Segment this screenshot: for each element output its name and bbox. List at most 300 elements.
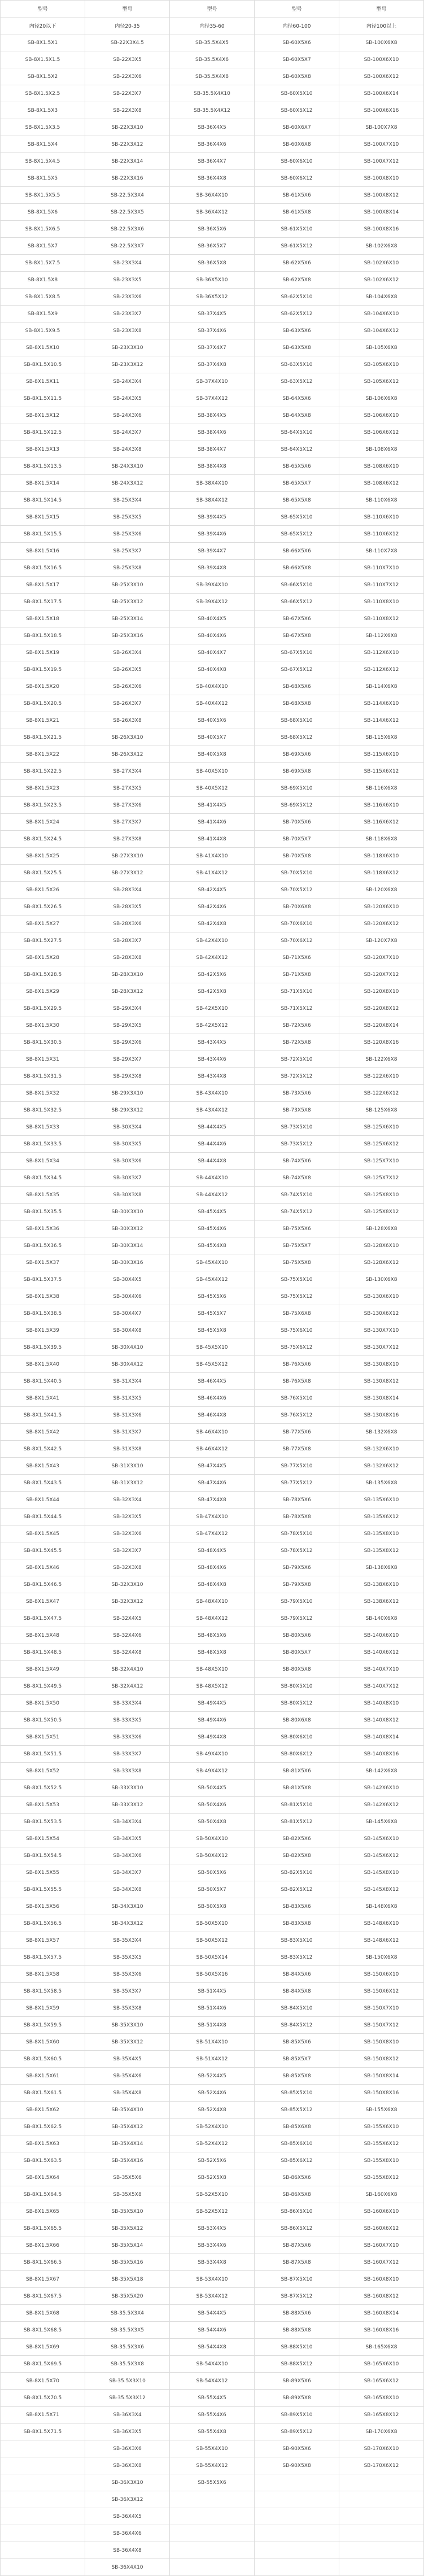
model-cell: SB-8X1.5X25.5 bbox=[1, 865, 85, 882]
table-row bbox=[1, 865, 424, 882]
table-row bbox=[1, 1830, 424, 1847]
table-row bbox=[1, 2102, 424, 2119]
model-cell: SB-8X1.5X57 bbox=[1, 1932, 85, 1949]
model-cell: SB-32X4X10 bbox=[85, 1661, 170, 1678]
model-cell: SB-85X6X12 bbox=[255, 2152, 339, 2169]
model-cell: SB-8X1.5X71.5 bbox=[1, 2424, 85, 2440]
model-cell: SB-8X1.5X19.5 bbox=[1, 661, 85, 678]
model-cell: SB-114X6X10 bbox=[339, 695, 424, 712]
model-cell: SB-33X3X5 bbox=[85, 1712, 170, 1729]
model-cell: SB-73X5X6 bbox=[255, 1085, 339, 1102]
model-cell: SB-63X5X12 bbox=[255, 373, 339, 390]
model-cell: SB-35X3X12 bbox=[85, 2034, 170, 2051]
model-cell: SB-71X5X12 bbox=[255, 1000, 339, 1017]
model-cell: SB-110X6X10 bbox=[339, 509, 424, 526]
model-cell: SB-35X5X14 bbox=[85, 2237, 170, 2254]
model-cell: SB-128X6X12 bbox=[339, 1254, 424, 1271]
model-cell: SB-8X1.5X31 bbox=[1, 1051, 85, 1068]
model-cell: SB-22X3X16 bbox=[85, 170, 170, 187]
table-row bbox=[1, 2271, 424, 2288]
model-cell: SB-86X5X12 bbox=[255, 2220, 339, 2237]
model-cell: SB-8X1.5X47.5 bbox=[1, 1610, 85, 1627]
model-cell: SB-74X5X6 bbox=[255, 1153, 339, 1170]
model-cell: SB-52X5X6 bbox=[170, 2152, 255, 2169]
model-cell: SB-67X5X8 bbox=[255, 627, 339, 644]
table-row bbox=[1, 661, 424, 678]
table-row bbox=[1, 1254, 424, 1271]
model-cell: SB-39X4X12 bbox=[170, 594, 255, 611]
table-row bbox=[1, 2356, 424, 2373]
model-cell: SB-140X7X12 bbox=[339, 1678, 424, 1695]
model-cell: SB-27X3X10 bbox=[85, 848, 170, 865]
model-cell: SB-8X1.5X40.5 bbox=[1, 1373, 85, 1390]
model-cell: SB-112X6X12 bbox=[339, 661, 424, 678]
model-cell: SB-145X6X12 bbox=[339, 1847, 424, 1864]
model-cell: SB-145X8X12 bbox=[339, 1881, 424, 1898]
model-cell: SB-66X5X12 bbox=[255, 594, 339, 611]
table-row bbox=[1, 1780, 424, 1797]
model-cell bbox=[339, 2474, 424, 2491]
model-cell: SB-41X4X6 bbox=[170, 814, 255, 831]
table-row bbox=[1, 1983, 424, 2000]
model-cell: SB-35.5X4X8 bbox=[170, 68, 255, 85]
model-cell: SB-36X4X10 bbox=[170, 187, 255, 204]
model-cell: SB-51X4X5 bbox=[170, 1983, 255, 2000]
model-cell bbox=[255, 2542, 339, 2559]
model-cell: SB-112X6X8 bbox=[339, 627, 424, 644]
table-row bbox=[1, 2237, 424, 2254]
model-cell: SB-8X1.5X20.5 bbox=[1, 695, 85, 712]
model-cell: SB-8X1.5X56 bbox=[1, 1898, 85, 1915]
table-row bbox=[1, 1204, 424, 1221]
model-cell: SB-29X3X4 bbox=[85, 1000, 170, 1017]
model-cell: SB-26X3X5 bbox=[85, 661, 170, 678]
model-cell: SB-8X1.5X39 bbox=[1, 1322, 85, 1339]
model-cell: SB-8X1.5X61.5 bbox=[1, 2085, 85, 2102]
model-cell: SB-22X3X12 bbox=[85, 136, 170, 153]
model-cell: SB-35X5X6 bbox=[85, 2169, 170, 2186]
table-row bbox=[1, 441, 424, 458]
model-cell: SB-160X8X12 bbox=[339, 2288, 424, 2305]
model-cell: SB-75X5X7 bbox=[255, 1237, 339, 1254]
table-row bbox=[1, 983, 424, 1000]
model-cell: SB-84X5X8 bbox=[255, 1983, 339, 2000]
model-cell: SB-35X3X6 bbox=[85, 1966, 170, 1983]
model-cell: SB-8X1.5X29 bbox=[1, 983, 85, 1000]
model-cell: SB-140X7X10 bbox=[339, 1661, 424, 1678]
model-cell: SB-40X4X10 bbox=[170, 678, 255, 695]
table-row bbox=[1, 678, 424, 695]
model-cell: SB-27X3X12 bbox=[85, 865, 170, 882]
table-row bbox=[1, 356, 424, 373]
model-cell: SB-79X5X12 bbox=[255, 1610, 339, 1627]
table-row bbox=[1, 611, 424, 627]
model-cell: SB-140X6X10 bbox=[339, 1627, 424, 1644]
model-cell: SB-8X1.5X14.5 bbox=[1, 492, 85, 509]
table-row bbox=[1, 695, 424, 712]
model-cell: SB-36X3X6 bbox=[85, 2440, 170, 2457]
model-cell: SB-42X4X5 bbox=[170, 882, 255, 899]
model-cell: SB-160X8X14 bbox=[339, 2305, 424, 2322]
model-cell: SB-70X6X10 bbox=[255, 916, 339, 932]
model-cell: SB-48X5X8 bbox=[170, 1644, 255, 1661]
model-cell: SB-165X6X12 bbox=[339, 2373, 424, 2390]
model-cell: SB-73X5X12 bbox=[255, 1136, 339, 1153]
model-cell: SB-85X5X12 bbox=[255, 2102, 339, 2119]
model-cell: SB-140X6X8 bbox=[339, 1610, 424, 1627]
model-cell: SB-8X1.5X35 bbox=[1, 1187, 85, 1204]
model-cell: SB-8X1.5X26 bbox=[1, 882, 85, 899]
model-cell: SB-70X5X12 bbox=[255, 882, 339, 899]
model-cell: SB-125X6X8 bbox=[339, 1102, 424, 1119]
model-cell: SB-70X6X8 bbox=[255, 899, 339, 916]
table-row bbox=[1, 255, 424, 272]
model-cell bbox=[339, 2559, 424, 2576]
model-cell: SB-8X1.5X41.5 bbox=[1, 1407, 85, 1424]
table-row bbox=[1, 1102, 424, 1119]
model-cell: SB-150X8X12 bbox=[339, 2051, 424, 2068]
model-cell: SB-41X4X10 bbox=[170, 848, 255, 865]
table-row bbox=[1, 1305, 424, 1322]
model-cell: SB-8X1.5X11 bbox=[1, 373, 85, 390]
table-row bbox=[1, 916, 424, 932]
model-cell bbox=[1, 2457, 85, 2474]
table-row bbox=[1, 746, 424, 763]
model-cell: SB-89X5X6 bbox=[255, 2373, 339, 2390]
model-cell: SB-105X6X12 bbox=[339, 373, 424, 390]
table-row bbox=[1, 1288, 424, 1305]
model-cell: SB-62X5X10 bbox=[255, 289, 339, 306]
model-cell: SB-8X1.5X13 bbox=[1, 441, 85, 458]
model-cell: SB-8X1.5X7 bbox=[1, 238, 85, 255]
model-cell: SB-77X5X6 bbox=[255, 1424, 339, 1441]
table-row bbox=[1, 526, 424, 543]
table-row bbox=[1, 1814, 424, 1830]
model-cell: SB-8X1.5X37 bbox=[1, 1254, 85, 1271]
model-cell: SB-114X6X12 bbox=[339, 712, 424, 729]
model-cell: SB-35.5X3X4 bbox=[85, 2305, 170, 2322]
model-cell: SB-8X1.5X5 bbox=[1, 170, 85, 187]
model-cell: SB-8X1.5X5.5 bbox=[1, 187, 85, 204]
model-cell: SB-165X8X12 bbox=[339, 2407, 424, 2424]
model-cell: SB-35X5X8 bbox=[85, 2186, 170, 2203]
model-cell: SB-62X5X8 bbox=[255, 272, 339, 289]
model-cell: SB-37X4X6 bbox=[170, 322, 255, 339]
model-cell: SB-8X1.5X24.5 bbox=[1, 831, 85, 848]
model-cell: SB-8X1.5X27 bbox=[1, 916, 85, 932]
model-cell: SB-8X1.5X28 bbox=[1, 949, 85, 966]
model-cell: SB-80X5X12 bbox=[255, 1695, 339, 1712]
model-cell: SB-50X4X10 bbox=[170, 1830, 255, 1847]
model-cell: SB-32X3X7 bbox=[85, 1542, 170, 1559]
model-cell: SB-160X7X10 bbox=[339, 2237, 424, 2254]
model-cell: SB-115X6X12 bbox=[339, 763, 424, 780]
model-cell: SB-40X4X8 bbox=[170, 661, 255, 678]
model-cell: SB-38X4X10 bbox=[170, 475, 255, 492]
table-row bbox=[1, 1237, 424, 1254]
model-cell: SB-67X5X10 bbox=[255, 644, 339, 661]
table-row bbox=[1, 475, 424, 492]
model-cell: SB-54X4X5 bbox=[170, 2305, 255, 2322]
model-cell: SB-8X1.5X4 bbox=[1, 136, 85, 153]
table-row bbox=[1, 1068, 424, 1085]
table-row bbox=[1, 780, 424, 797]
model-cell: SB-36X4X5 bbox=[85, 2508, 170, 2525]
model-cell: SB-31X3X8 bbox=[85, 1441, 170, 1458]
model-cell: SB-27X3X8 bbox=[85, 831, 170, 848]
table-row bbox=[1, 1525, 424, 1542]
model-cell: SB-8X1.5X63 bbox=[1, 2135, 85, 2152]
model-cell: SB-80X5X6 bbox=[255, 1627, 339, 1644]
table-row bbox=[1, 339, 424, 356]
model-cell: SB-55X4X6 bbox=[170, 2407, 255, 2424]
model-cell: SB-45X5X7 bbox=[170, 1305, 255, 1322]
model-cell: SB-120X6X10 bbox=[339, 899, 424, 916]
model-cell: SB-50X5X7 bbox=[170, 1881, 255, 1898]
model-cell: SB-8X1.5X1 bbox=[1, 34, 85, 51]
table-row bbox=[1, 1661, 424, 1678]
model-cell: SB-65X5X12 bbox=[255, 526, 339, 543]
model-cell: SB-165X6X10 bbox=[339, 2356, 424, 2373]
model-cell: SB-39X4X10 bbox=[170, 577, 255, 594]
model-cell: SB-35X4X8 bbox=[85, 2085, 170, 2102]
model-cell: SB-8X1.5X34.5 bbox=[1, 1170, 85, 1187]
model-cell: SB-64X5X12 bbox=[255, 441, 339, 458]
table-row bbox=[1, 2491, 424, 2508]
model-cell: SB-23X3X8 bbox=[85, 322, 170, 339]
model-cell: SB-79X5X6 bbox=[255, 1559, 339, 1576]
model-cell: SB-150X8X10 bbox=[339, 2034, 424, 2051]
model-cell: SB-46X4X12 bbox=[170, 1441, 255, 1458]
model-cell: SB-150X6X8 bbox=[339, 1949, 424, 1966]
model-cell: SB-51X4X6 bbox=[170, 2000, 255, 2017]
model-cell: SB-8X1.5X68.5 bbox=[1, 2322, 85, 2339]
model-cell: SB-8X1.5X18.5 bbox=[1, 627, 85, 644]
model-cell: SB-60X5X8 bbox=[255, 68, 339, 85]
model-cell: SB-130X6X8 bbox=[339, 1271, 424, 1288]
model-cell: SB-100X7X12 bbox=[339, 153, 424, 170]
model-cell: SB-37X4X8 bbox=[170, 356, 255, 373]
model-cell: SB-22X3X7 bbox=[85, 85, 170, 102]
table-row bbox=[1, 1356, 424, 1373]
model-cell: SB-54X4X12 bbox=[170, 2373, 255, 2390]
model-cell: SB-34X3X4 bbox=[85, 1814, 170, 1830]
table-row bbox=[1, 2322, 424, 2339]
model-cell bbox=[1, 2491, 85, 2508]
model-cell: SB-32X3X4 bbox=[85, 1492, 170, 1509]
model-cell: SB-38X4X12 bbox=[170, 492, 255, 509]
model-cell: SB-100X7X10 bbox=[339, 136, 424, 153]
model-cell: SB-25X3X7 bbox=[85, 543, 170, 560]
model-cell: SB-8X1.5X19 bbox=[1, 644, 85, 661]
model-cell: SB-88X5X12 bbox=[255, 2356, 339, 2373]
model-cell: SB-55X4X12 bbox=[170, 2457, 255, 2474]
model-cell: SB-8X1.5X36 bbox=[1, 1221, 85, 1237]
table-row bbox=[1, 1610, 424, 1627]
model-cell bbox=[339, 2508, 424, 2525]
model-cell: SB-160X6X10 bbox=[339, 2203, 424, 2220]
table-row bbox=[1, 509, 424, 526]
table-row bbox=[1, 1000, 424, 1017]
model-cell: SB-43X4X10 bbox=[170, 1085, 255, 1102]
table-row bbox=[1, 1051, 424, 1068]
model-cell: SB-83X5X8 bbox=[255, 1915, 339, 1932]
model-cell: SB-140X8X10 bbox=[339, 1695, 424, 1712]
model-cell: SB-68X5X12 bbox=[255, 729, 339, 746]
model-cell: SB-27X3X5 bbox=[85, 780, 170, 797]
model-cell: SB-138X6X10 bbox=[339, 1576, 424, 1593]
model-cell: SB-30X4X5 bbox=[85, 1271, 170, 1288]
model-cell: SB-150X8X16 bbox=[339, 2085, 424, 2102]
model-cell: SB-35X5X16 bbox=[85, 2254, 170, 2271]
model-cell: SB-28X3X4 bbox=[85, 882, 170, 899]
model-cell: SB-120X8X16 bbox=[339, 1034, 424, 1051]
model-cell: SB-78X5X6 bbox=[255, 1492, 339, 1509]
model-cell: SB-60X5X7 bbox=[255, 51, 339, 68]
model-cell: SB-40X4X12 bbox=[170, 695, 255, 712]
column-subheader: 内径20-35 bbox=[85, 18, 170, 34]
model-cell: SB-41X4X12 bbox=[170, 865, 255, 882]
model-cell: SB-22.5X3X7 bbox=[85, 238, 170, 255]
model-cell: SB-128X6X10 bbox=[339, 1237, 424, 1254]
model-cell: SB-132X6X10 bbox=[339, 1441, 424, 1458]
model-cell: SB-86X5X8 bbox=[255, 2186, 339, 2203]
model-cell: SB-32X3X10 bbox=[85, 1576, 170, 1593]
model-cell: SB-44X4X12 bbox=[170, 1187, 255, 1204]
model-cell: SB-140X8X14 bbox=[339, 1729, 424, 1746]
table-row bbox=[1, 1627, 424, 1644]
model-cell: SB-52X4X6 bbox=[170, 2085, 255, 2102]
model-cell: SB-81X5X6 bbox=[255, 1763, 339, 1780]
table-row bbox=[1, 932, 424, 949]
model-cell: SB-47X4X8 bbox=[170, 1492, 255, 1509]
model-cell: SB-8X1.5X54.5 bbox=[1, 1847, 85, 1864]
model-cell: SB-65X5X6 bbox=[255, 458, 339, 475]
table-row bbox=[1, 899, 424, 916]
model-cell: SB-45X4X6 bbox=[170, 1221, 255, 1237]
model-cell: SB-35.5X3X5 bbox=[85, 2322, 170, 2339]
model-cell: SB-120X7X10 bbox=[339, 949, 424, 966]
model-cell: SB-40X5X8 bbox=[170, 746, 255, 763]
model-cell: SB-8X1.5X8 bbox=[1, 272, 85, 289]
table-row bbox=[1, 1322, 424, 1339]
model-cell: SB-54X4X6 bbox=[170, 2322, 255, 2339]
table-row bbox=[1, 1492, 424, 1509]
table-row bbox=[1, 1458, 424, 1475]
model-cell: SB-79X5X10 bbox=[255, 1593, 339, 1610]
model-cell: SB-46X4X5 bbox=[170, 1373, 255, 1390]
model-cell: SB-43X4X5 bbox=[170, 1034, 255, 1051]
model-cell: SB-38X4X5 bbox=[170, 407, 255, 424]
model-cell: SB-35.5X3X8 bbox=[85, 2356, 170, 2373]
model-cell: SB-118X6X10 bbox=[339, 848, 424, 865]
model-cell: SB-86X5X10 bbox=[255, 2203, 339, 2220]
table-row bbox=[1, 560, 424, 577]
model-cell: SB-35X5X18 bbox=[85, 2271, 170, 2288]
model-cell: SB-55X4X8 bbox=[170, 2424, 255, 2440]
table-row bbox=[1, 831, 424, 848]
model-cell: SB-24X3X10 bbox=[85, 458, 170, 475]
model-cell: SB-34X3X10 bbox=[85, 1898, 170, 1915]
table-row bbox=[1, 543, 424, 560]
model-cell: SB-66X5X8 bbox=[255, 560, 339, 577]
model-cell: SB-42X4X6 bbox=[170, 899, 255, 916]
model-cell: SB-120X8X10 bbox=[339, 983, 424, 1000]
model-cell: SB-36X5X7 bbox=[170, 238, 255, 255]
model-cell: SB-28X3X10 bbox=[85, 966, 170, 983]
table-row bbox=[1, 2339, 424, 2356]
table-row bbox=[1, 2000, 424, 2017]
table-row bbox=[1, 577, 424, 594]
model-cell: SB-25X3X14 bbox=[85, 611, 170, 627]
model-cell: SB-43X4X6 bbox=[170, 1051, 255, 1068]
model-cell: SB-39X4X8 bbox=[170, 560, 255, 577]
model-cell: SB-25X3X4 bbox=[85, 492, 170, 509]
model-cell: SB-170X6X8 bbox=[339, 2424, 424, 2440]
model-cell: SB-85X6X8 bbox=[255, 2119, 339, 2135]
model-cell: SB-106X6X10 bbox=[339, 407, 424, 424]
model-cell: SB-125X6X10 bbox=[339, 1119, 424, 1136]
model-cell: SB-142X6X8 bbox=[339, 1763, 424, 1780]
model-cell: SB-47X4X5 bbox=[170, 1458, 255, 1475]
model-cell: SB-160X8X16 bbox=[339, 2322, 424, 2339]
model-cell: SB-8X1.5X30.5 bbox=[1, 1034, 85, 1051]
model-cell: SB-40X5X12 bbox=[170, 780, 255, 797]
model-cell: SB-67X5X12 bbox=[255, 661, 339, 678]
model-cell: SB-29X3X6 bbox=[85, 1034, 170, 1051]
table-row bbox=[1, 2474, 424, 2491]
table-row bbox=[1, 1797, 424, 1814]
model-cell: SB-145X8X10 bbox=[339, 1864, 424, 1881]
model-cell: SB-35.5X3X6 bbox=[85, 2339, 170, 2356]
model-cell: SB-40X4X5 bbox=[170, 611, 255, 627]
model-cell: SB-80X6X8 bbox=[255, 1712, 339, 1729]
model-cell: SB-100X6X8 bbox=[339, 34, 424, 51]
model-cell: SB-30X3X4 bbox=[85, 1119, 170, 1136]
model-cell: SB-26X3X6 bbox=[85, 678, 170, 695]
model-cell: SB-120X6X12 bbox=[339, 916, 424, 932]
model-cell: SB-8X1.5X64 bbox=[1, 2169, 85, 2186]
model-cell: SB-29X3X12 bbox=[85, 1102, 170, 1119]
table-row bbox=[1, 136, 424, 153]
model-cell: SB-106X6X8 bbox=[339, 390, 424, 407]
model-cell: SB-52X4X10 bbox=[170, 2119, 255, 2135]
model-cell: SB-22.5X3X5 bbox=[85, 204, 170, 221]
table-row bbox=[1, 1034, 424, 1051]
model-cell: SB-36X4X8 bbox=[85, 2542, 170, 2559]
table-row bbox=[1, 1390, 424, 1407]
model-cell: SB-28X3X8 bbox=[85, 949, 170, 966]
model-cell: SB-61X5X12 bbox=[255, 238, 339, 255]
table-row bbox=[1, 2220, 424, 2237]
model-cell: SB-8X1.5X20 bbox=[1, 678, 85, 695]
model-cell: SB-25X3X10 bbox=[85, 577, 170, 594]
table-row bbox=[1, 2203, 424, 2220]
model-cell: SB-88X5X8 bbox=[255, 2322, 339, 2339]
model-cell: SB-42X5X12 bbox=[170, 1017, 255, 1034]
model-cell: SB-106X6X12 bbox=[339, 424, 424, 441]
model-cell: SB-50X5X10 bbox=[170, 1915, 255, 1932]
model-cell: SB-8X1.5X12.5 bbox=[1, 424, 85, 441]
model-cell: SB-81X5X12 bbox=[255, 1814, 339, 1830]
model-cell: SB-32X4X8 bbox=[85, 1644, 170, 1661]
model-cell: SB-89X5X10 bbox=[255, 2407, 339, 2424]
model-cell bbox=[1, 2525, 85, 2542]
model-cell: SB-48X5X10 bbox=[170, 1661, 255, 1678]
model-cell: SB-8X1.5X6.5 bbox=[1, 221, 85, 238]
model-cell: SB-135X8X10 bbox=[339, 1525, 424, 1542]
model-cell: SB-40X4X7 bbox=[170, 644, 255, 661]
